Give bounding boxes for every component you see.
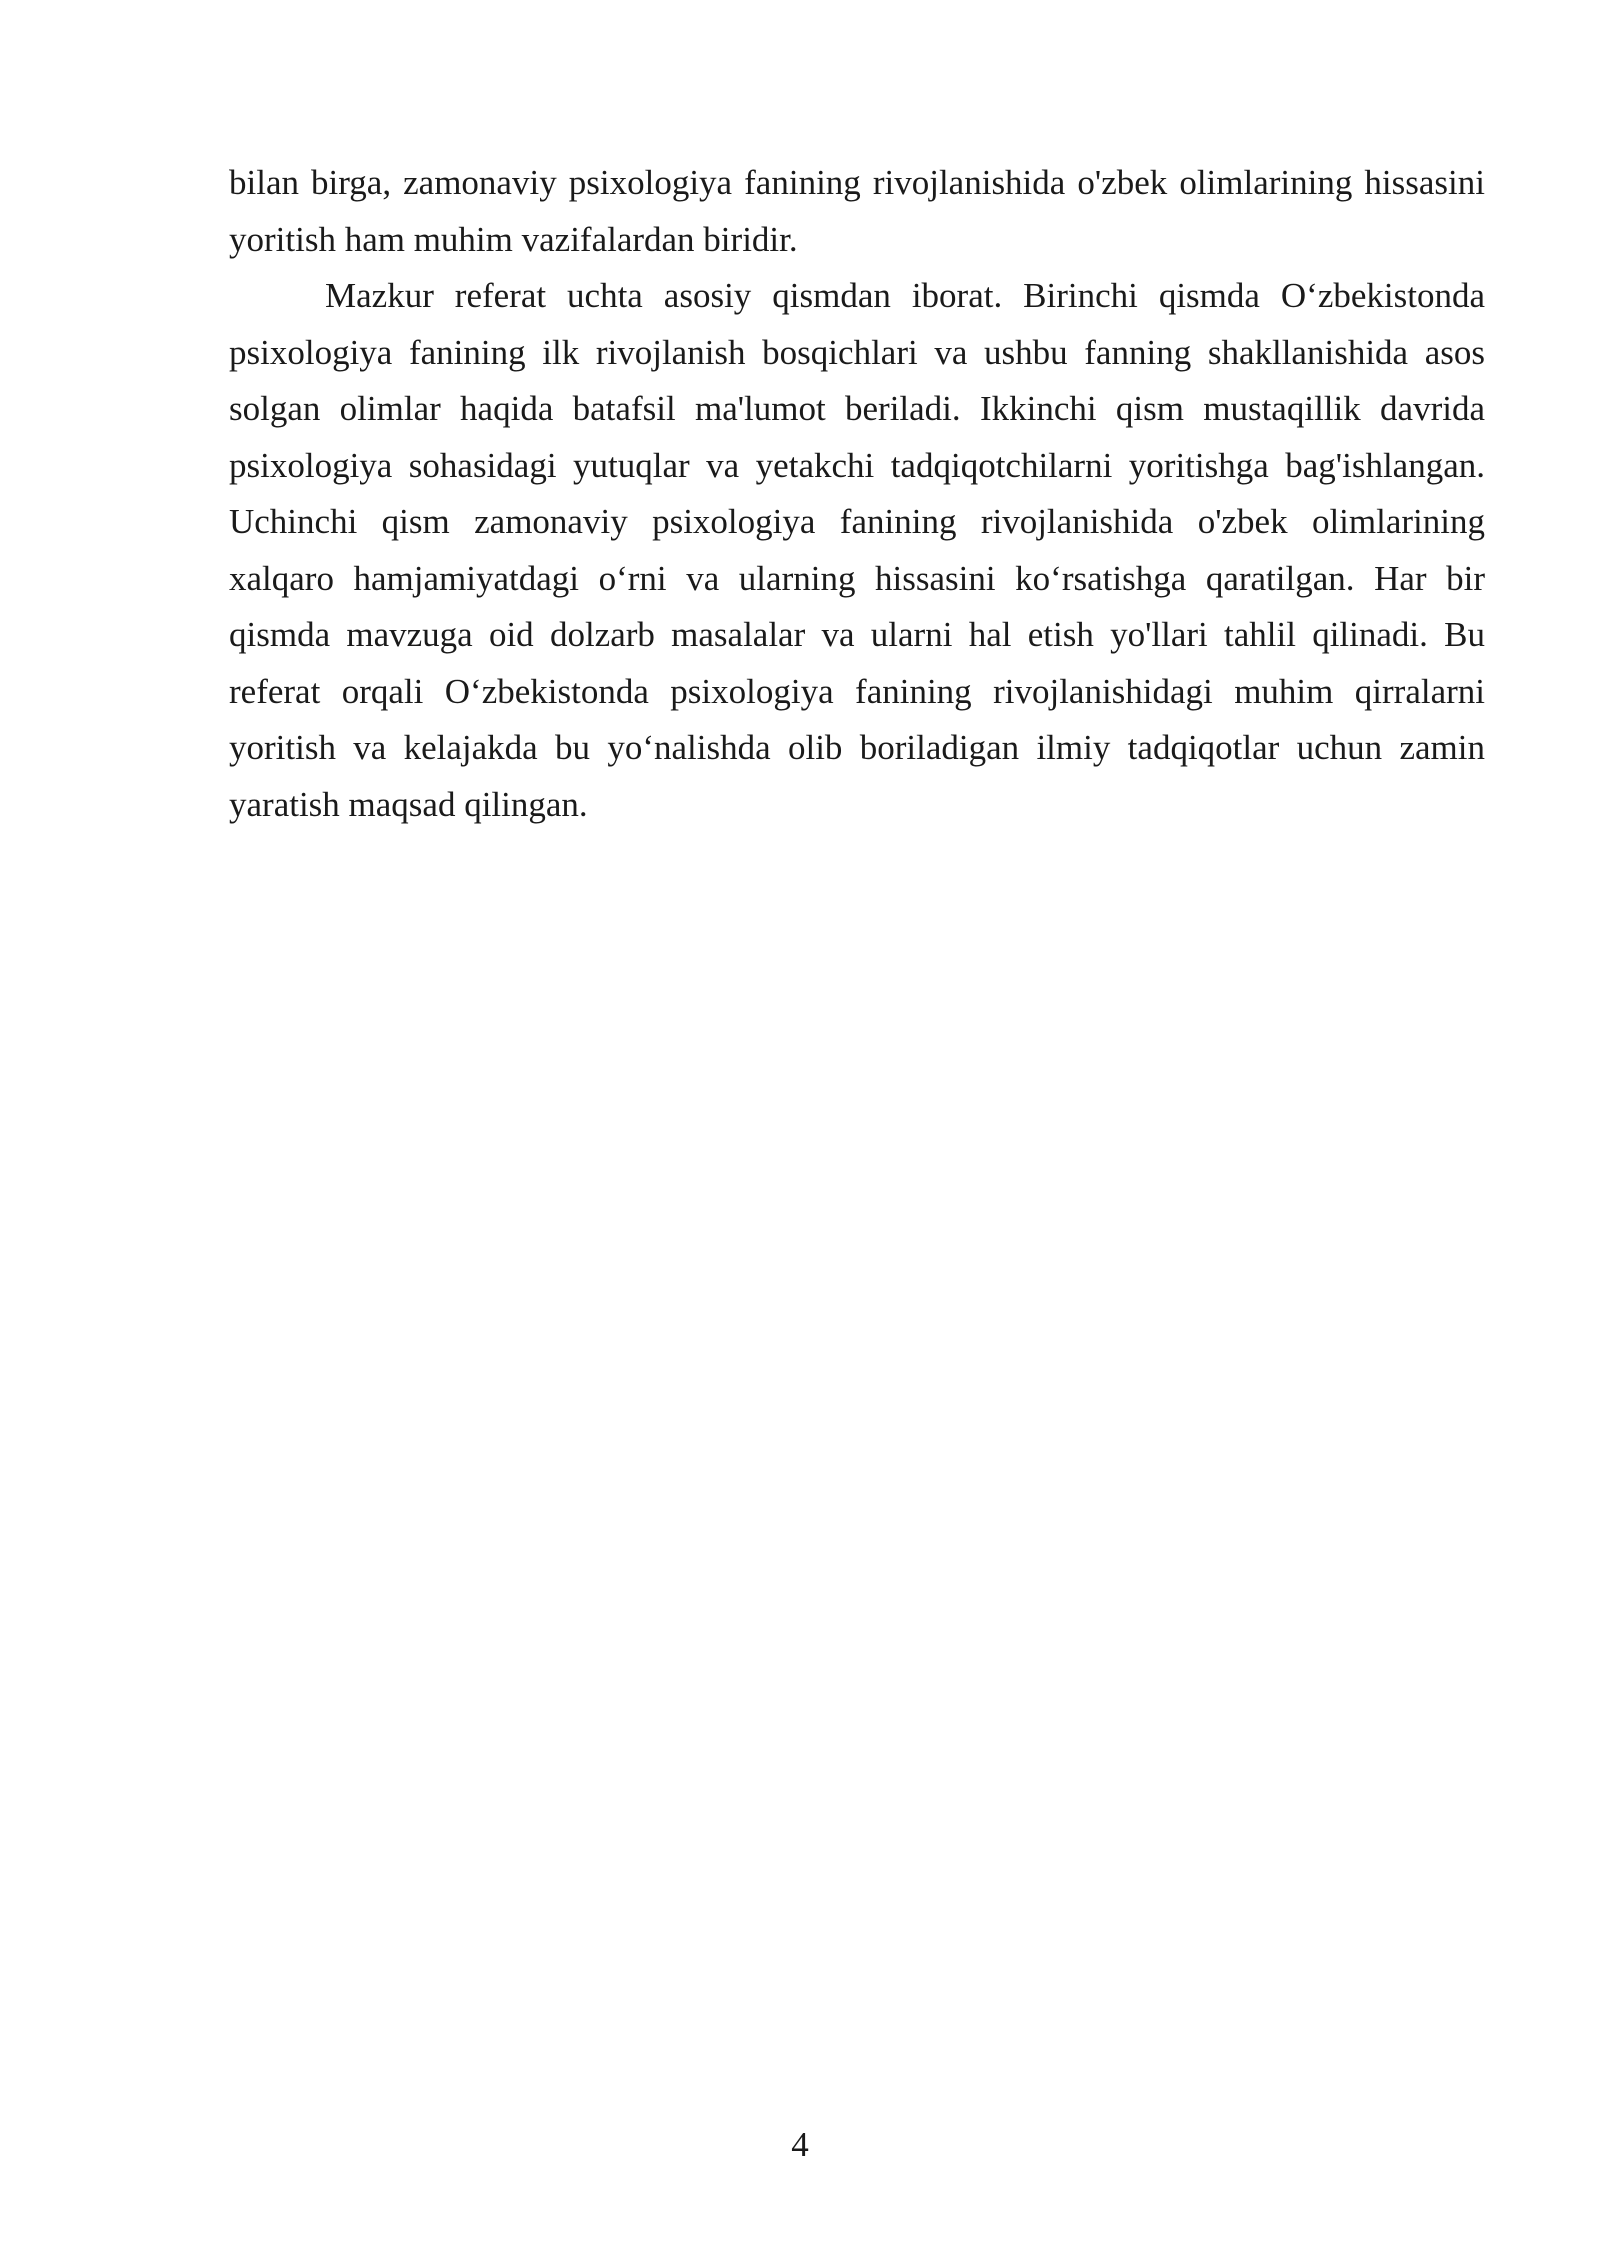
paragraph-referat-structure: Mazkur referat uchta asosiy qismdan iborat. Birinchi qismda O‘zbekistonda psixologiya fanining ilk rivojlanish bosqichlari va ushbu fanning shakllanishida asos solgan olimlar haqida batafsil ma'lumot beriladi. Ikkinchi qism mustaqillik davrida psixologiya sohasidagi yutuqlar va yetakchi tadqiqotchilarni yoritishga bag'ishlangan. Uchinchi qism zamonaviy psixologiya fanining rivojlanishida o'zbek olimlarining xalqaro hamjamiyatdagi o‘rni va ularning hissasini ko‘rsatishga qaratilgan. Har bir qismda mavzuga oid dolzarb masalalar va ularni hal etish yo'llari tahlil qilinadi. Bu referat orqali O‘zbekistonda psixologiya fanining rivojlanishidagi muhim qirralarni yoritish va kelajakda bu yo‘nalishda olib boriladigan ilmiy tadqiqotlar uchun zamin yaratish maqsad qilingan.	[229, 276, 1485, 824]
paragraph-continuation: bilan birga, zamonaviy psixologiya fanining rivojlanishida o'zbek olimlarining hissasini yoritish ham muhim vazifalardan biridir.	[229, 163, 1485, 259]
page-number: 4	[791, 2125, 809, 2164]
body-text	[229, 155, 1485, 833]
